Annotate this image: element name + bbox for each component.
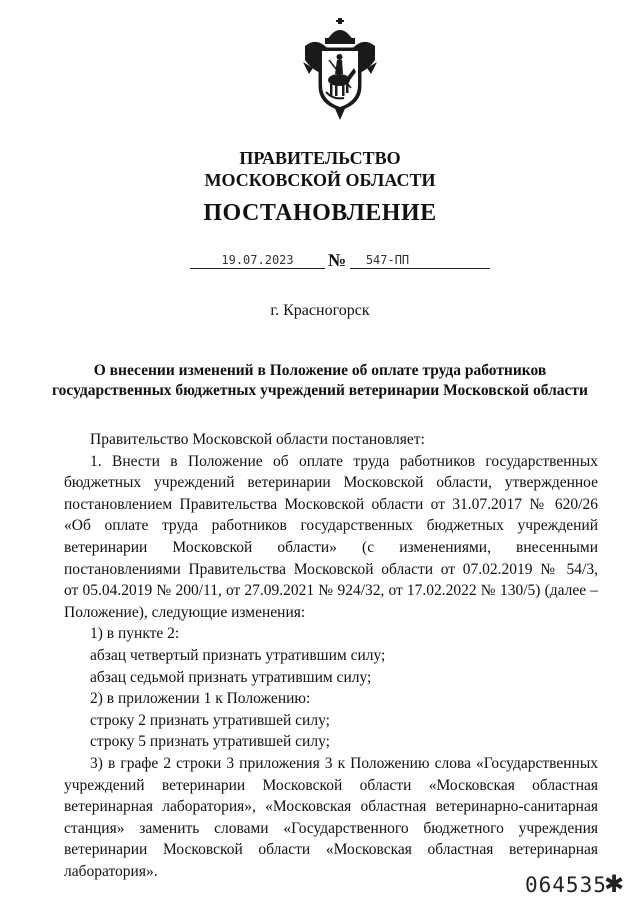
list-item: 2) в приложении 1 к Положению: [90,690,311,707]
serial-number: 064535 [525,873,607,897]
asterisk-icon: ✱ [604,870,625,898]
para1-line: от 05.04.2019 № 200/11, от 27.09.2021 № 924/32, от 17.02.2022 № 130/5) (далее – [64,582,598,599]
para1-line: постановлениями Правительства Московской области от 07.02.2019 № 54/3, [64,561,598,578]
para3-line: 3) в графе 2 строки 3 приложения 3 к Положению слова «Государственных [90,755,598,772]
date-number-line [0,250,640,274]
intro-line: Правительство Московской области постановляет: [90,431,425,448]
para1-line: Положение), следующие изменения: [64,604,306,621]
gov-line-2: МОСКОВСКОЙ ОБЛАСТИ [204,170,436,190]
list-item: абзац седьмой признать утратившим силу; [90,669,372,686]
document-number: 547-ПП [365,253,410,267]
para1-line: ветеринарии Московской области» (с изменениями, внесенными [64,539,598,556]
para1-line: бюджетных учреждений ветеринарии Московской области, утвержденное [64,474,598,491]
date-underline [190,268,325,269]
city: г. Красногорск [270,302,370,319]
document-subject [0,361,640,401]
number-underline [350,268,490,269]
list-item: строку 2 признать утратившей силу; [90,712,330,729]
para3-line: лаборатория». [64,863,158,880]
para3-line: учреждений ветеринарии Московской области «Московская областная [64,777,598,794]
document-date: 19.07.2023 [221,253,294,267]
para3-line: ветеринарии Московской области «Московская областная ветеринарная [64,841,598,858]
para3-line: станция» заменить словами «Государственного бюджетного учреждения [64,820,598,837]
para3-line: ветеринарная лаборатория», «Московская областная ветеринарно-санитарная [64,798,598,815]
subject-line-2: государственных бюджетных учреждений ветеринарии Московской области [52,382,588,399]
gov-line-1: ПРАВИТЕЛЬСТВО [239,148,401,168]
document-type: ПОСТАНОВЛЕНИЕ [203,200,437,226]
list-item: 1) в пункте 2: [90,625,180,642]
list-item: строку 5 признать утратившей силу; [90,733,330,750]
para1-line: постановлением Правительства Московской области от 31.07.2017 № 620/26 [64,496,598,513]
subject-line-1: О внесении изменений в Положение об оплате труда работников [93,362,547,379]
government-name [0,147,640,191]
number-sign: № [328,250,347,270]
crown-icon [325,18,355,44]
para1-line: 1. Внести в Положение об оплате труда работников государственных [90,453,598,470]
para1-line: «Об оплате труда работников государственных бюджетных учреждений [64,517,598,534]
coat-of-arms-emblem [299,16,381,122]
list-item: абзац четвертый признать утратившим силу; [90,647,386,664]
